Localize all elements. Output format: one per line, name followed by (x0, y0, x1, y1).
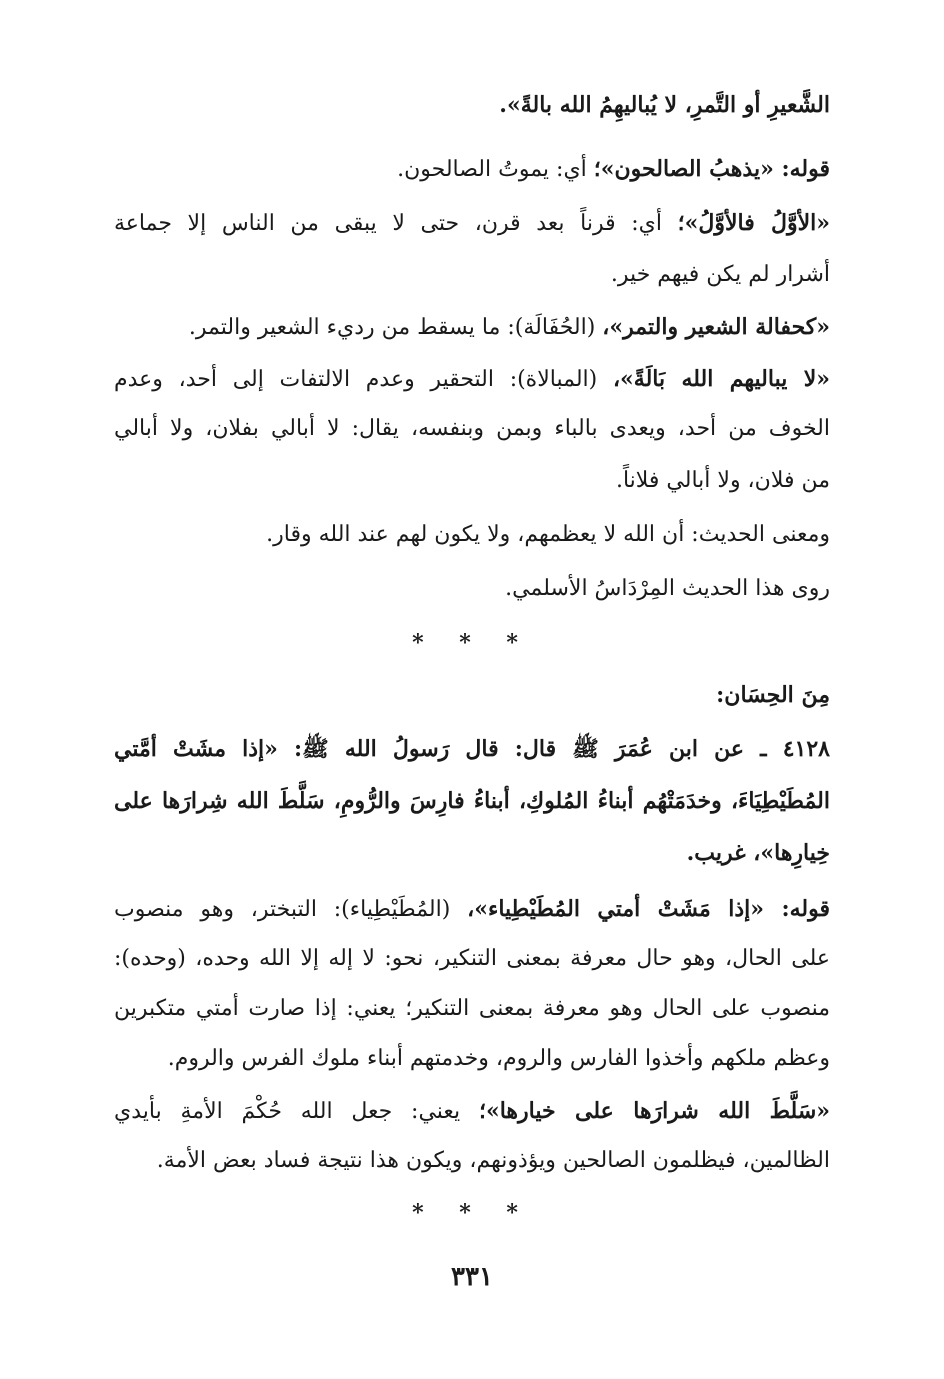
text-line: على الحال، وهو حال معرفة بمعنى التنكير، نحو: لا إله إلا الله وحده، (وحده): (114, 946, 830, 971)
paragraph (114, 154, 830, 185)
paragraph: ومعنى الحديث: أن الله لا يعظمهم، ولا يكون لهم عند الله وقار. (266, 522, 830, 547)
paragraph (114, 312, 830, 343)
paragraph (114, 894, 830, 925)
quoted-term: «كحفالة الشعير والتمر»، (602, 314, 830, 340)
paragraph: روى هذا الحديث المِرْدَاسُ الأسلمي. (505, 576, 830, 601)
quoted-term: «سَلَّطَ الله شرارَها على خيارها»؛ (478, 1098, 830, 1124)
explanation: أي: قرناً بعد قرن، حتى لا يبقى من الناس إلا جماعة (114, 211, 678, 236)
text-line: من فلان، ولا أبالي فلاناً. (615, 468, 830, 493)
quoted-term: «لا يباليهم الله بَالَةً»، (612, 366, 831, 392)
explanation: يعني: جعل الله حُكْمَ الأمةِ بأيدي (114, 1099, 479, 1124)
hadith-line: ٤١٢٨ ـ عن ابن عُمَرَ ﷺ قال: قال رَسولُ الله ﷺ: «إذا مشَتْ أمَّتي (114, 736, 830, 762)
paragraph (114, 208, 830, 239)
hadith-line: خِيارِها»، غريب. (686, 840, 830, 866)
quoted-term: «الأوَّلُ فالأوَّلُ»؛ (677, 210, 831, 236)
hadith-line: المُطَيْطِيَاءَ، وخدَمَتْهُم أبناءُ المُلوكِ، أبناءُ فارِسَ والرُّومِ، سَلَّطَ الله شِرارَها على (114, 788, 830, 814)
explanation: (المبالاة): التحقير وعدم الالتفات إلى أحد، وعدم (114, 367, 613, 392)
text-line: الشَّعيرِ أو التَّمرِ، لا يُباليهِمُ الله بالةً». (499, 92, 830, 118)
quoted-term: قوله: «يذهبُ الصالحون»؛ (593, 156, 830, 182)
text-line: وعظم ملكهم وأخذوا الفارس والروم، وخدمتهم أبناء ملوك الفرس والروم. (167, 1046, 830, 1071)
paragraph (114, 364, 830, 395)
explanation: (الحُفَالَة): ما يسقط من رديء الشعير والتمر. (188, 315, 603, 340)
section-heading: مِنَ الحِسَان: (716, 682, 830, 708)
explanation: أي: يموتُ الصالحون. (397, 157, 594, 182)
quoted-term: قوله: «إذا مَشَتْ أمتي المُطَيْطِياء»، (467, 896, 830, 922)
explanation: (المُطَيْطِياء): التبختر، وهو منصوب (114, 897, 468, 922)
page-number: ٣٣١ (451, 1262, 493, 1292)
paragraph (114, 1096, 830, 1127)
text-line: الخوف من أحد، ويعدى بالباء وبمن وبنفسه، يقال: لا أبالي بفلان، ولا أبالي (114, 416, 830, 441)
text-line: أشرار لم يكن فيهم خير. (610, 262, 830, 287)
text-line: الظالمين، فيظلمون الصالحين ويؤذونهم، ويكون هذا نتيجة فساد بعض الأمة. (156, 1148, 830, 1173)
text-line: منصوب على الحال وهو معرفة بمعنى التنكير؛ يعني: إذا صارت أمتي متكبرين (114, 996, 830, 1021)
section-separator: * * * (412, 1200, 532, 1226)
section-separator: * * * (412, 630, 532, 656)
